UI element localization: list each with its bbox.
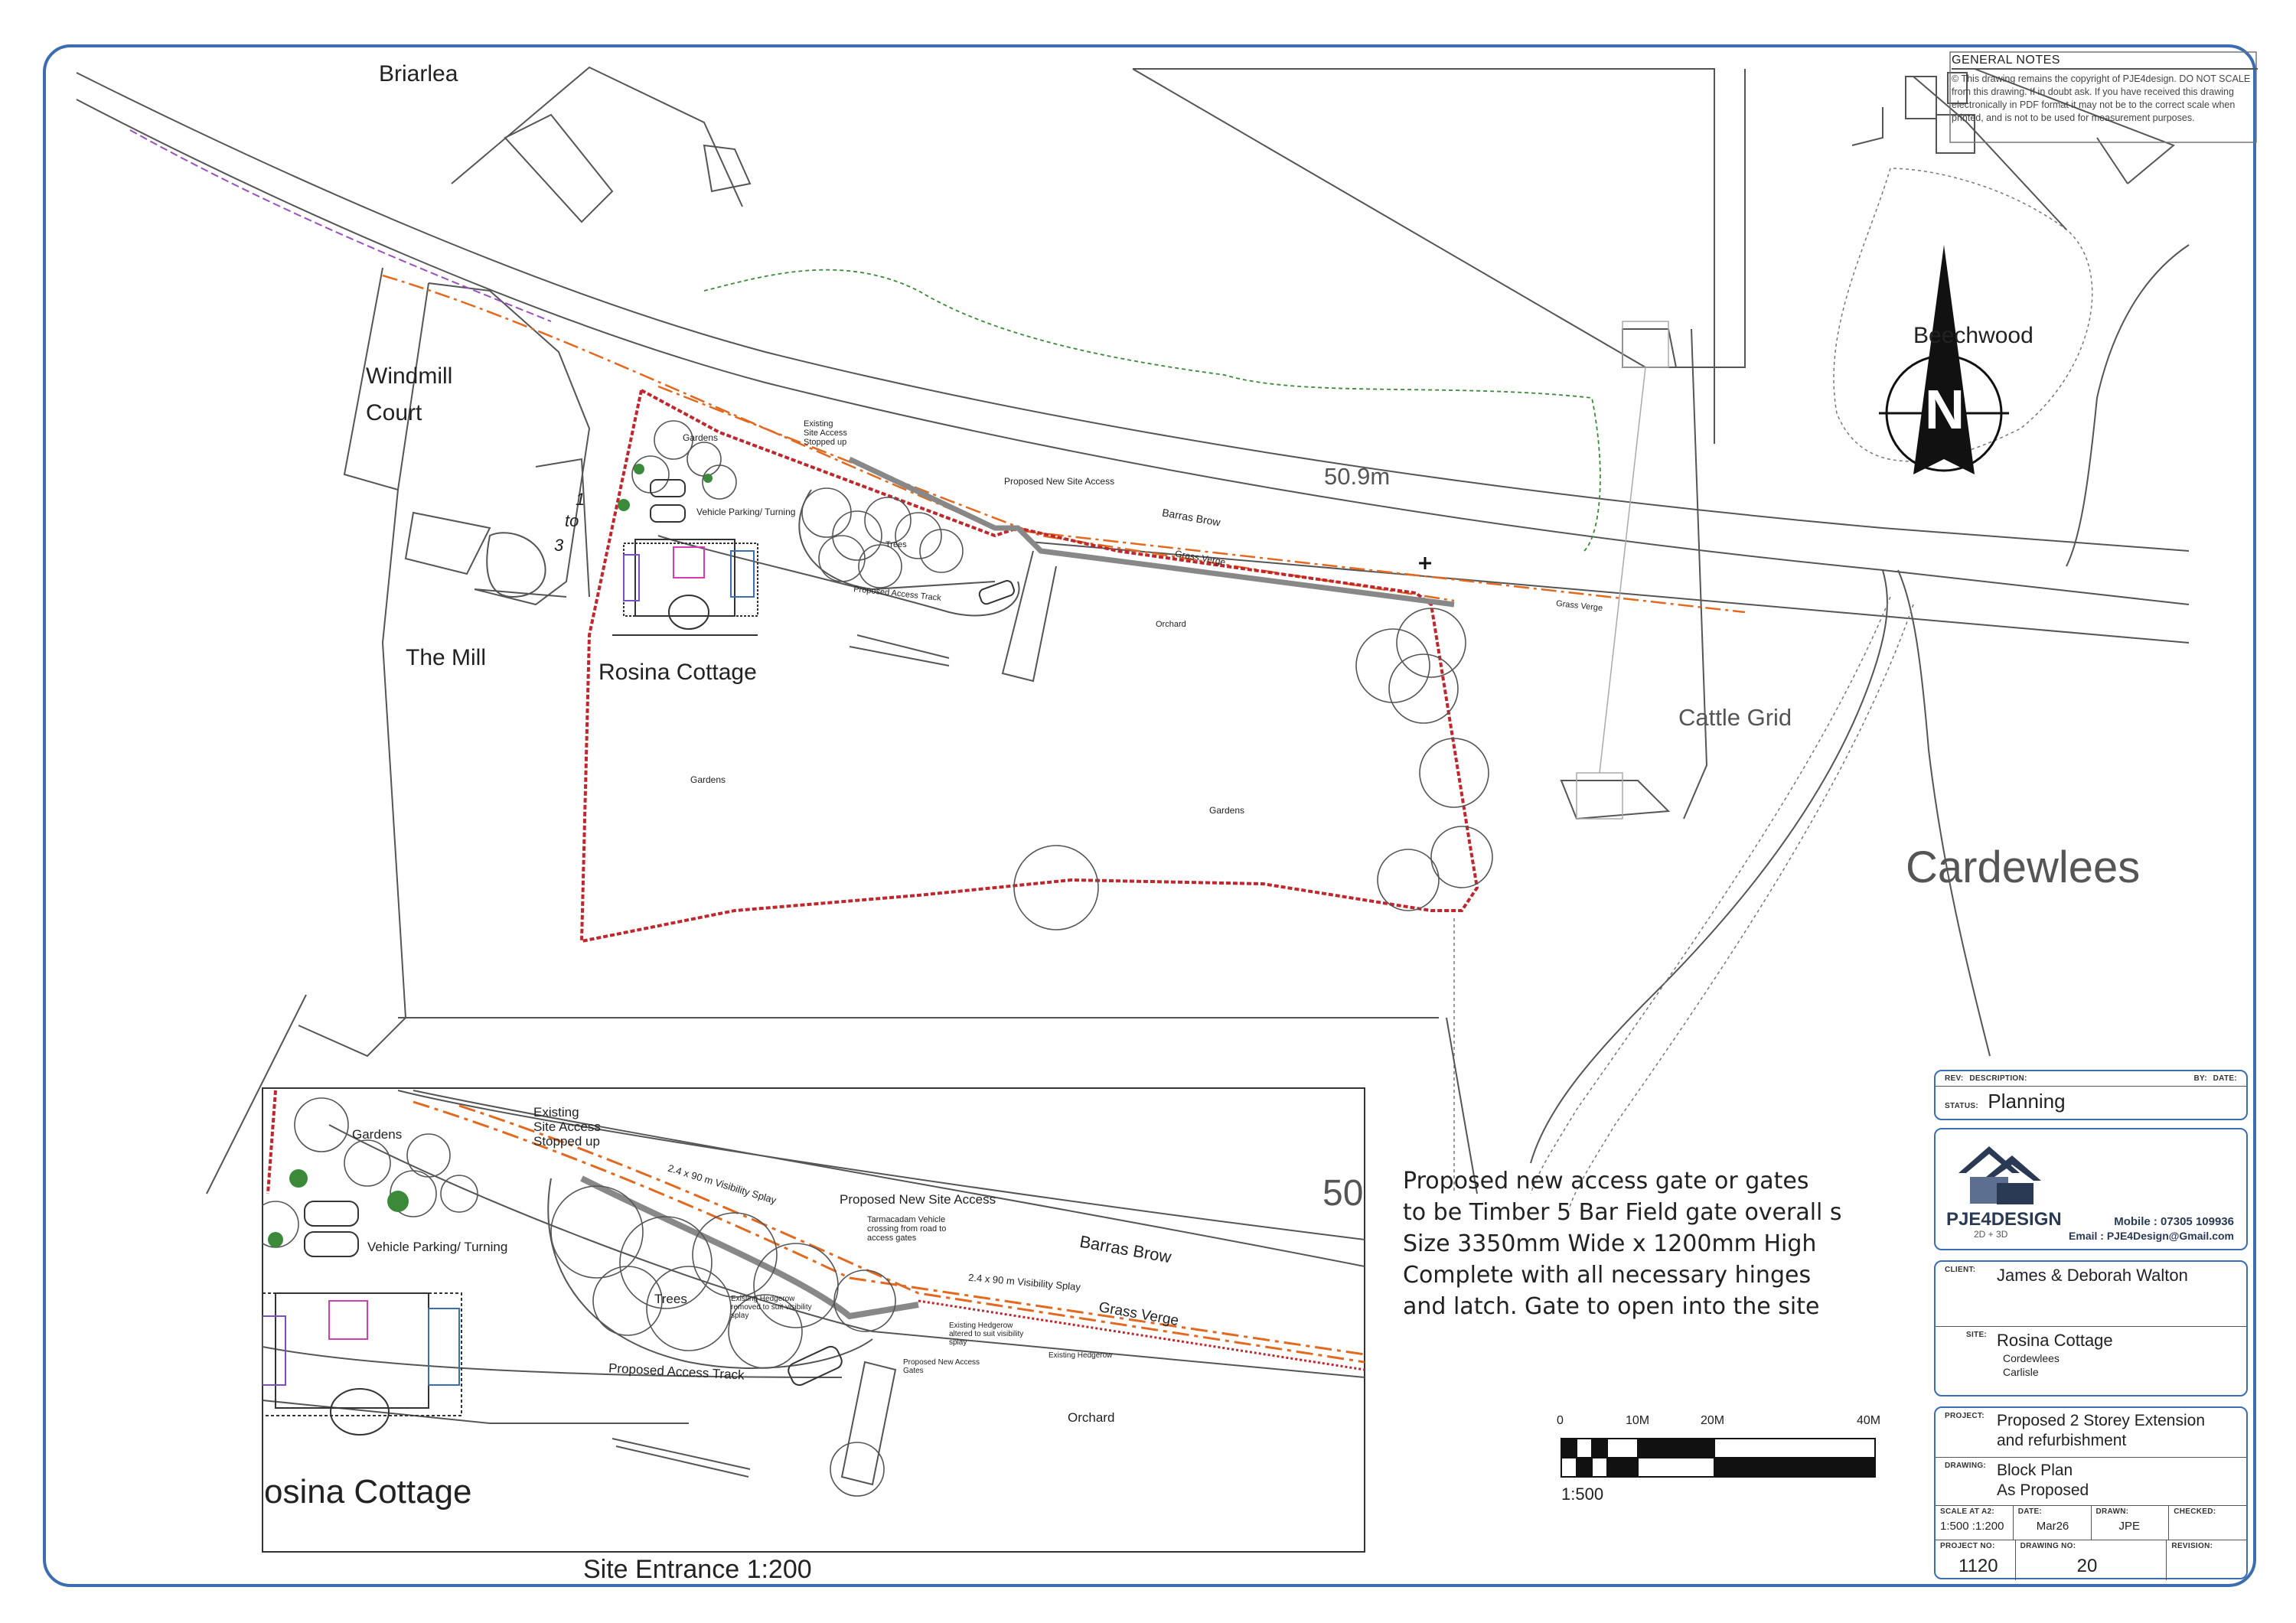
drawing-line1: Block Plan	[1997, 1462, 2073, 1479]
inset-label-new-gates-2: Gates	[903, 1367, 924, 1375]
label-windmill: Windmill	[366, 363, 453, 389]
drawing-cell	[1936, 1458, 2246, 1506]
drawing-label: DRAWING:	[1945, 1462, 1987, 1470]
inset-label-visibility-splay-2: 2.4 x 90 m Visibility Splay	[967, 1271, 1081, 1293]
scale-value: 1:500 :1:200	[1940, 1520, 2004, 1533]
scale-date-row	[1936, 1506, 2246, 1540]
label-trees: Trees	[885, 540, 907, 549]
date-label: DATE:	[2017, 1507, 2043, 1516]
field-hedge	[704, 270, 1600, 551]
drawn-value: JPE	[2118, 1520, 2141, 1533]
inset-label-visibility-splay-1: 2.4 x 90 m Visibility Splay	[667, 1162, 778, 1207]
label-grass-verge: Grass Verge	[1174, 548, 1227, 568]
brand-sub: 2D + 3D	[1974, 1229, 2008, 1240]
inset-label-hedgerow-removed-3: splay	[731, 1312, 749, 1320]
numbers-row	[1936, 1540, 2246, 1580]
inset-label-tarmac-1: Tarmacadam Vehicle	[867, 1215, 946, 1224]
label-beechwood: Beechwood	[1913, 323, 2033, 348]
label-vehicle-parking: Vehicle Parking/ Turning	[696, 507, 796, 517]
drawn-cell	[2092, 1506, 2170, 1540]
site-name: Rosina Cottage	[1997, 1331, 2113, 1350]
label-existing-access-line3: Stopped up	[804, 438, 847, 447]
inset-label-existing-3: Stopped up	[533, 1134, 600, 1149]
inset-label-tarmac-3: access gates	[867, 1234, 917, 1243]
inset-label-hedgerow-altered-1: Existing Hedgerow	[949, 1322, 1013, 1330]
label-proposed-access-track: Proposed Access Track	[853, 585, 942, 603]
scale-bar	[1561, 1439, 1875, 1477]
inset-label-tarmac-2: crossing from road to	[867, 1224, 947, 1234]
scale-tick-0: 0	[1557, 1414, 1564, 1427]
scale-label: SCALE AT A2:	[1940, 1507, 1995, 1516]
inset-label-hedgerow-removed-2: removed to suit visibility	[731, 1303, 812, 1312]
label-grass-verge-east: Grass Verge	[1555, 598, 1603, 614]
contact-email: Email : PJE4Design@Gmail.com	[2069, 1230, 2234, 1242]
inset-label-existing-2: Site Access	[533, 1119, 601, 1134]
title-block-project	[1934, 1406, 2248, 1579]
drawing-line2: As Proposed	[1997, 1481, 2089, 1499]
label-gardens-mid: Gardens	[690, 774, 726, 785]
checked-label: CHECKED:	[2174, 1507, 2216, 1516]
project-no-label: PROJECT NO:	[1940, 1542, 1995, 1550]
title-block-logo	[1934, 1128, 2248, 1250]
brand-name: PJE4DESIGN	[1946, 1209, 2062, 1230]
rev-header-by: BY:	[2193, 1074, 2207, 1083]
site-village: Cordewlees	[2003, 1352, 2060, 1364]
label-the-mill: The Mill	[406, 645, 487, 670]
scale-tick-10: 10M	[1626, 1414, 1650, 1427]
label-three: 3	[554, 536, 564, 555]
tree-canopies	[632, 421, 1492, 930]
scale-cell	[1936, 1506, 2014, 1540]
drawing-no-value: 20	[2076, 1556, 2098, 1576]
label-level: 50.9m	[1324, 463, 1391, 490]
project-no-value: 1120	[1958, 1556, 1998, 1576]
inset-label-proposed-access-track: Proposed Access Track	[608, 1361, 745, 1383]
revision-cell	[2167, 1540, 2246, 1580]
rev-header-rev: REV:	[1945, 1074, 1964, 1083]
label-court: Court	[366, 400, 422, 425]
inset-label-new-gates-1: Proposed New Access	[903, 1358, 980, 1367]
site-label: SITE:	[1966, 1331, 1988, 1339]
label-existing-access-line1: Existing	[804, 419, 833, 429]
label-gardens-right: Gardens	[1209, 805, 1245, 816]
scale-tick-20: 20M	[1701, 1414, 1725, 1427]
drawing-no-cell	[2016, 1540, 2167, 1580]
client-label: CLIENT:	[1945, 1266, 1976, 1274]
inset-label-hedgerow-removed-1: Existing Hedgerow	[731, 1295, 795, 1303]
label-barras-brow: Barras Brow	[1161, 506, 1221, 529]
project-no-cell	[1936, 1540, 2016, 1580]
hedge-dots	[618, 464, 713, 511]
general-notes	[1952, 54, 2258, 125]
label-to: to	[565, 511, 579, 530]
site-town: Carlisle	[2003, 1366, 2039, 1378]
project-cell	[1936, 1408, 2246, 1458]
inset-label-grass-verge: Grass Verge	[1097, 1299, 1180, 1330]
inset-label-orchard: Orchard	[1068, 1410, 1115, 1425]
title-block-client-site	[1934, 1260, 2248, 1396]
label-rosina-cottage: Rosina Cottage	[598, 660, 757, 685]
revision-header-row	[1936, 1071, 2246, 1087]
revision-label: REVISION:	[2171, 1542, 2213, 1550]
rev-header-date: DATE:	[2213, 1074, 2237, 1083]
inset-label-level: 50	[1322, 1173, 1364, 1214]
label-one: 1	[576, 490, 585, 509]
site-cell	[1936, 1327, 2246, 1396]
inset-label-existing-hedgerow: Existing Hedgerow	[1049, 1351, 1113, 1360]
project-label: PROJECT:	[1945, 1412, 1985, 1420]
drawn-label: DRAWN:	[2095, 1507, 2129, 1516]
inset-label-barras-brow: Barras Brow	[1078, 1231, 1173, 1267]
date-value: Mar26	[2036, 1520, 2069, 1533]
contact-mobile: Mobile : 07305 109936	[2114, 1215, 2234, 1228]
inset-caption: Site Entrance 1:200	[583, 1555, 812, 1584]
client-value: James & Deborah Walton	[1997, 1266, 2188, 1285]
road-barras-brow	[77, 73, 2189, 1163]
logo-house-icon	[1951, 1139, 2043, 1207]
label-gardens-top: Gardens	[683, 432, 719, 443]
grid-box	[1577, 321, 1668, 819]
label-cardewlees: Cardewlees	[1906, 842, 2141, 892]
inset-label-vehicle-parking: Vehicle Parking/ Turning	[367, 1240, 508, 1254]
rosina-cottage-plan	[612, 539, 758, 635]
status-label: STATUS:	[1945, 1102, 1978, 1110]
date-cell	[2014, 1506, 2092, 1540]
status-value: Planning	[1988, 1090, 2066, 1113]
north-letter: N	[1925, 380, 1965, 441]
label-briarlea: Briarlea	[379, 61, 458, 86]
inset-label-existing-1: Existing	[533, 1105, 579, 1119]
label-proposed-new-access: Proposed New Site Access	[1004, 476, 1115, 487]
status-row	[1936, 1087, 2246, 1116]
inset-label-proposed-new-access: Proposed New Site Access	[840, 1192, 996, 1207]
title-block-status	[1934, 1070, 2248, 1120]
inset-label-rosina: osina Cottage	[264, 1473, 472, 1511]
gate-proposal-note: Proposed new access gate or gates to be Timber 5 Bar Field gate overall s Size 3350mm Wide x 1200mm High Complete with all necessary hinges and latch. Gate to open into the site	[1403, 1168, 1842, 1320]
client-cell	[1936, 1262, 2246, 1327]
checked-cell	[2169, 1506, 2246, 1540]
label-existing-access-line2: Site Access	[804, 429, 847, 438]
drawing-no-label: DRAWING NO:	[2020, 1542, 2076, 1550]
general-notes-heading: GENERAL NOTES	[1952, 54, 2258, 70]
rev-header-description: DESCRIPTION:	[1969, 1074, 2027, 1083]
property-lines	[207, 67, 2189, 1194]
survey-marker	[1419, 557, 1431, 569]
inset-label-trees: Trees	[654, 1292, 687, 1306]
label-cattle-grid: Cattle Grid	[1678, 704, 1792, 731]
project-line2: and refurbishment	[1997, 1432, 2127, 1449]
inset-label-hedgerow-altered-3: splay	[949, 1338, 967, 1347]
label-orchard: Orchard	[1156, 620, 1186, 629]
inset-label-hedgerow-altered-2: altered to suit visibility	[949, 1330, 1024, 1338]
scale-tick-40: 40M	[1857, 1414, 1881, 1427]
scale-ratio: 1:500	[1561, 1484, 1604, 1504]
project-line1: Proposed 2 Storey Extension	[1997, 1412, 2205, 1429]
general-notes-text: © This drawing remains the copyright of PJE4design. DO NOT SCALE from this drawing. If in doubt ask. If you have received this drawing electronically in PDF format it may not be to the correct scale when printed, and is not to be used for measurement purposes.	[1952, 73, 2251, 123]
inset-label-gardens: Gardens	[352, 1127, 403, 1142]
